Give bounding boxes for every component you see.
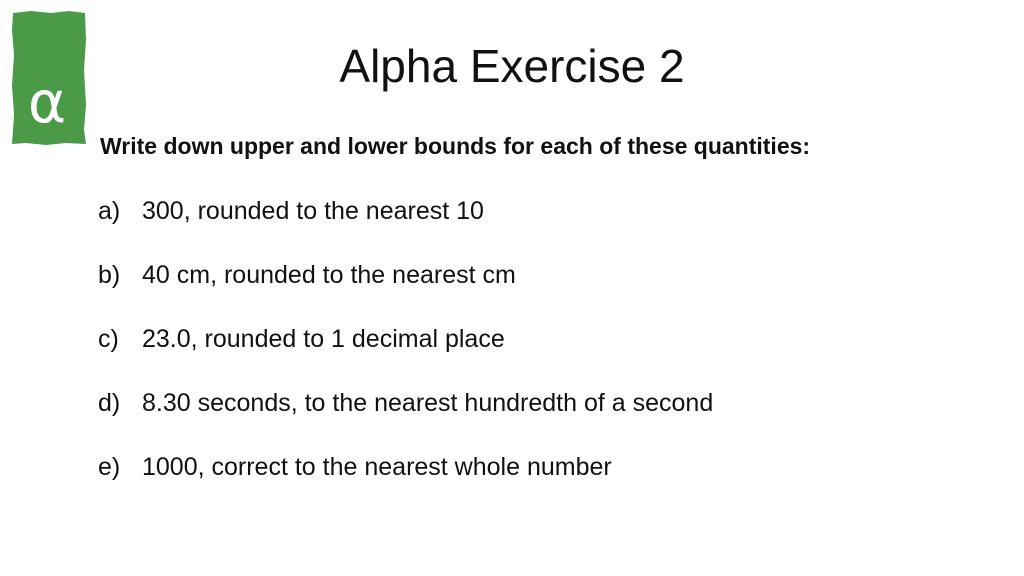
question-text: 8.30 seconds, to the nearest hundredth of a second	[142, 389, 714, 417]
question-letter: b)	[98, 261, 121, 289]
question-text: 1000, correct to the nearest whole number	[142, 453, 612, 481]
question-item-c	[98, 323, 713, 387]
question-text: 300, rounded to the nearest 10	[142, 197, 484, 225]
question-item-b	[98, 259, 713, 323]
question-letter: c)	[98, 325, 119, 353]
question-letter: a)	[98, 197, 121, 225]
question-letter: e)	[98, 453, 121, 481]
question-letter: d)	[98, 389, 121, 417]
question-list	[98, 195, 713, 515]
alpha-glyph: α	[27, 68, 67, 136]
instruction-text: Write down upper and lower bounds for each of these quantities:	[100, 133, 811, 159]
question-item-e	[98, 451, 713, 515]
page-title: Alpha Exercise 2	[339, 40, 685, 92]
question-item-a	[98, 195, 713, 259]
question-text: 40 cm, rounded to the nearest cm	[142, 261, 516, 289]
question-item-d	[98, 387, 713, 451]
question-text: 23.0, rounded to 1 decimal place	[142, 325, 505, 353]
